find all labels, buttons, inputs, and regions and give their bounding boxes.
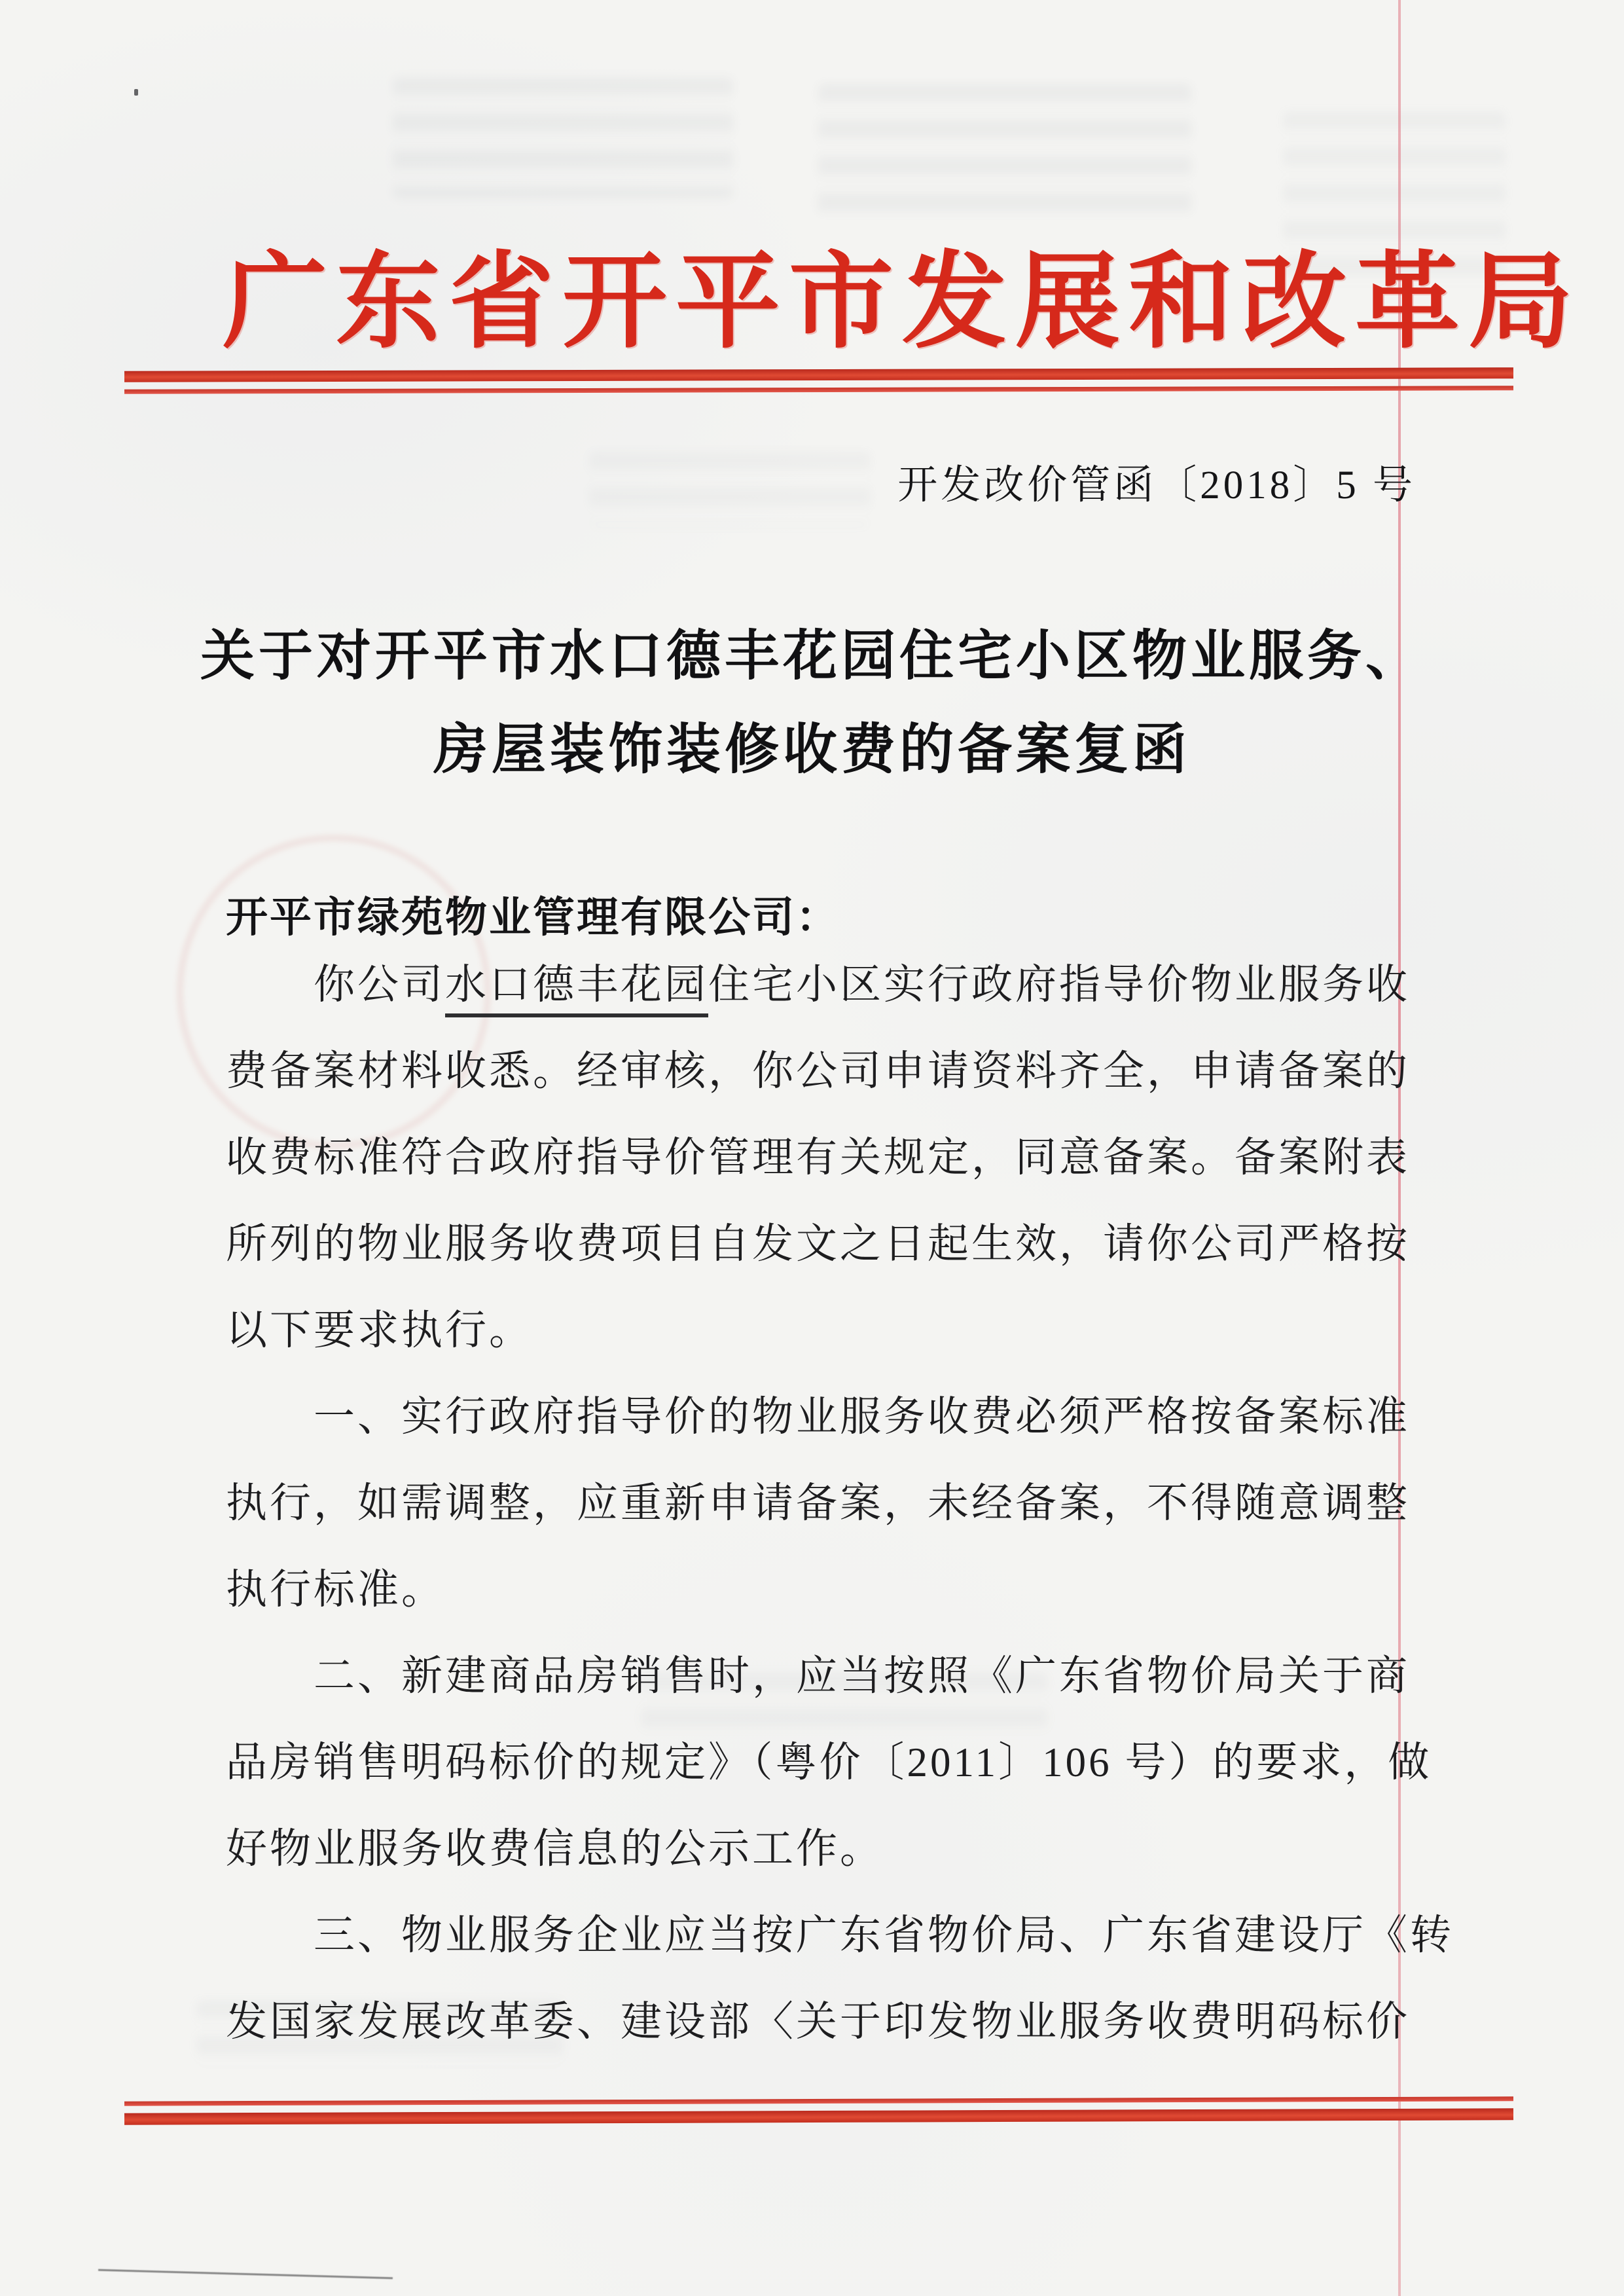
paragraph-4 xyxy=(226,1892,1454,2065)
paragraph-2 xyxy=(226,1374,1434,1633)
text-line xyxy=(226,941,1434,1028)
text-line: 执行，如需调整，应重新申请备案，未经备案，不得随意调整 xyxy=(226,1480,1410,1526)
paragraph-1-rest xyxy=(226,1028,1434,1374)
text-line: 收费标准符合政府指导价管理有关规定，同意备案。备案附表 xyxy=(226,1135,1410,1180)
footer-rule-thin xyxy=(124,2096,1513,2105)
paragraph-1-prefix: 你公司 xyxy=(314,962,445,1008)
letterhead-rule-thin xyxy=(124,386,1513,394)
document-reference-number: 开发改价管函〔2018〕5 号 xyxy=(897,464,1416,507)
ink-bleed-through-artifact xyxy=(589,452,871,527)
ink-bleed-through-artifact xyxy=(818,84,1191,218)
text-line: 费备案材料收悉。经审核，你公司申请资料齐全，申请备案的 xyxy=(226,1048,1410,1094)
text-line: 好物业服务收费信息的公示工作。 xyxy=(226,1826,884,1872)
text-line: 品房销售明码标价的规定》（粤价〔2011〕106 号）的要求，做 xyxy=(226,1740,1432,1785)
text-line: 执行标准。 xyxy=(226,1567,445,1613)
letterhead-rule-thick xyxy=(124,367,1513,382)
text-line: 发国家发展改革委、建设部〈关于印发物业服务收费明码标价 xyxy=(226,1999,1410,2045)
text-line: 以下要求执行。 xyxy=(226,1307,533,1353)
text-line: 二、新建商品房销售时，应当按照《广东省物价局关于商 xyxy=(314,1653,1410,1699)
text-line: 所列的物业服务收费项目自发文之日起生效，请你公司严格按 xyxy=(226,1221,1410,1267)
agency-letterhead-title: 广东省开平市发展和改革局 xyxy=(223,240,1582,363)
footer-rule-thick xyxy=(124,2108,1513,2124)
text-line: 一、实行政府指导价的物业服务收费必须严格按备案标准 xyxy=(314,1394,1410,1440)
ink-bleed-through-artifact xyxy=(393,77,733,198)
paragraph-3 xyxy=(226,1633,1434,1892)
scan-speck-artifact xyxy=(134,89,138,96)
addressee-line: 开平市绿苑物业管理有限公司： xyxy=(226,894,840,941)
document-title xyxy=(0,609,1624,796)
document-title-line-2: 房屋装饰装修收费的备案复函 xyxy=(433,718,1191,781)
scan-scratch-artifact xyxy=(98,2269,393,2280)
paragraph-1 xyxy=(226,941,1434,1374)
paragraph-1-suffix: 住宅小区实行政府指导价物业服务收 xyxy=(708,962,1410,1008)
estate-name-underlined: 水口德丰花园 xyxy=(445,962,708,1017)
text-line: 三、物业服务企业应当按广东省物价局、广东省建设厅《转 xyxy=(314,1912,1454,1958)
document-title-line-1: 关于对开平市水口德丰花园住宅小区物业服务、 xyxy=(200,624,1424,687)
